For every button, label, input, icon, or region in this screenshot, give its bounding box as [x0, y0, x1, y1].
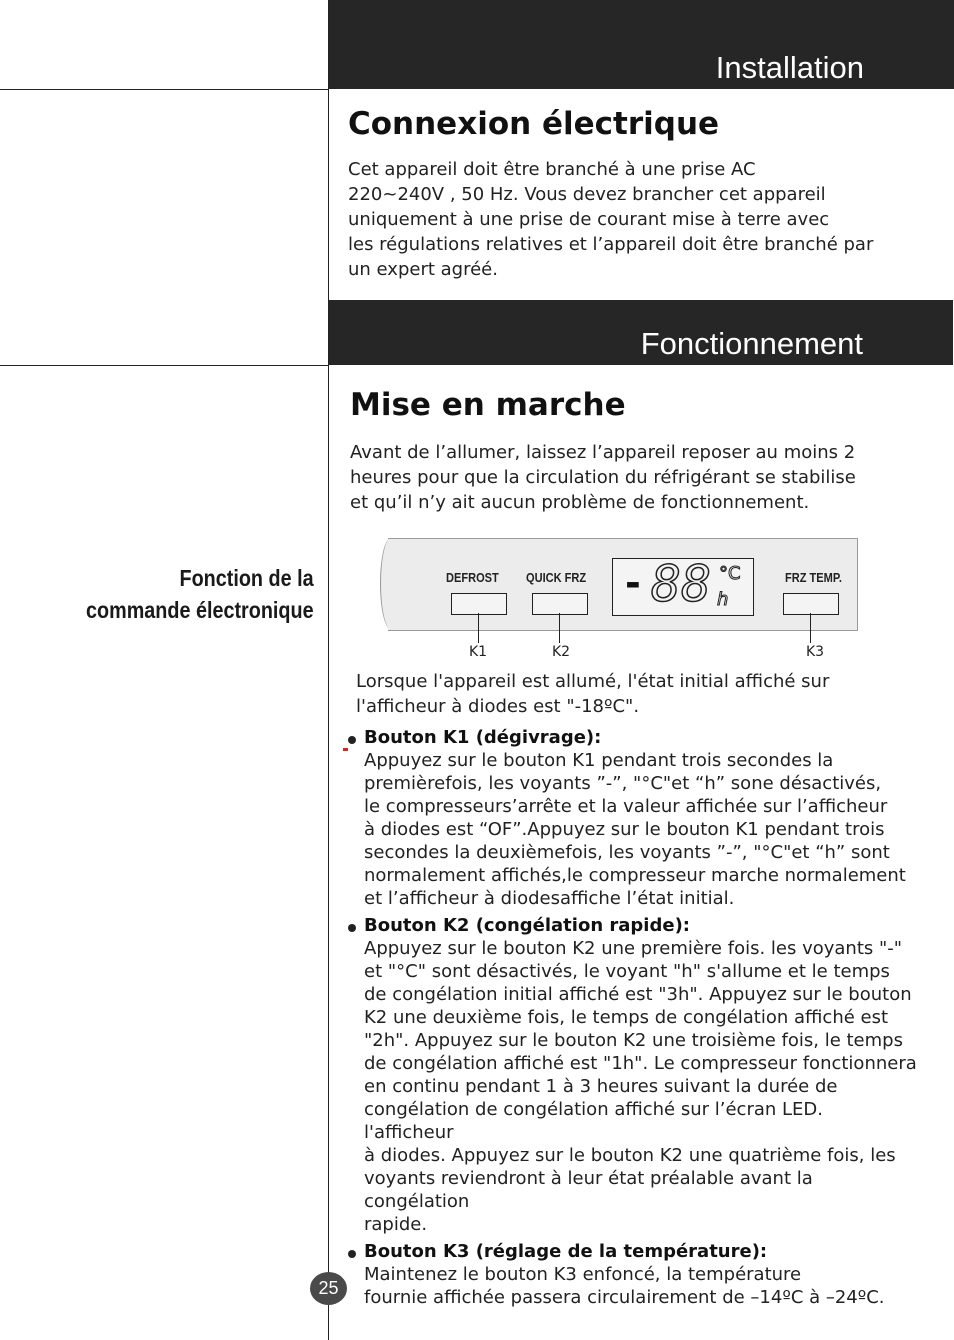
- display-minus: -: [625, 561, 641, 605]
- k2-label: K2: [552, 644, 571, 660]
- display-digits: 88: [651, 555, 712, 613]
- list-item: [348, 1240, 918, 1309]
- defrost-button[interactable]: [451, 593, 507, 615]
- bullet-icon: [348, 736, 356, 744]
- list-item-title: Bouton K2 (congélation rapide):: [364, 915, 690, 936]
- defrost-label: DEFROST: [446, 570, 499, 585]
- frz-temp-label: FRZ TEMP.: [785, 570, 842, 585]
- rule-middle: [0, 365, 328, 366]
- bullet-icon: [348, 1250, 356, 1258]
- rule-top: [0, 89, 328, 90]
- quick-frz-label: QUICK FRZ: [526, 570, 587, 585]
- heading-connexion: Connexion électrique: [348, 106, 720, 142]
- k1-label: K1: [469, 644, 488, 660]
- k3-connector: [810, 613, 811, 643]
- operation-text: Avant de l’allumer, laissez l’appareil reposer au moins 2 heures pour que la circulation du réfrigérant se stabilise et qu’il n’y ait aucun problème de fonctionnement.: [350, 442, 856, 513]
- bullet-icon: [348, 924, 356, 932]
- list-item: [348, 914, 918, 1236]
- band-label: Fonctionnement: [640, 326, 863, 361]
- frz-temp-button[interactable]: [783, 593, 839, 615]
- heading-mise-en-marche: Mise en marche: [350, 387, 626, 423]
- list-item: [348, 726, 918, 910]
- button-instructions: [348, 726, 918, 1309]
- side-label: Fonction de la commande électronique: [86, 565, 314, 623]
- section-band-installation: [329, 0, 954, 89]
- led-display: [612, 555, 754, 616]
- section-band-fonctionnement: [329, 300, 953, 365]
- k1-connector: [478, 613, 479, 643]
- list-item-body: Appuyez sur le bouton K1 pendant trois secondes la premièrefois, les voyants ”-”, "°C"et “h” sone désactivés, le compresseurs’arrête et la valeur affichée sur l’afficheur à diodes est “OF”.Appuyez sur le bouton K1 pendant trois secondes la deuxièmefois, les voyants ”-”, "°C"et “h” sont normalement affichés,le compresseur marche normalement et l’afficheur à diodesaffiche l’état initial.: [364, 750, 906, 909]
- band-label: Installation: [715, 50, 864, 85]
- k2-connector: [559, 613, 560, 643]
- column-divider: [328, 0, 329, 1340]
- display-celsius: °C: [719, 563, 741, 584]
- initial-state-text: Lorsque l'appareil est allumé, l'état initial affiché sur l'afficheur à diodes est "-18ºC".: [356, 671, 830, 717]
- list-item-body: Maintenez le bouton K3 enfoncé, la température fournie affichée passera circulairement de –14ºC à –24ºC.: [364, 1264, 885, 1308]
- display-hours: h: [717, 589, 729, 610]
- quick-frz-button[interactable]: [532, 593, 588, 615]
- list-item-title: Bouton K1 (dégivrage):: [364, 727, 602, 748]
- page-number: 25: [310, 1272, 347, 1305]
- installation-text: Cet appareil doit être branché à une prise AC 220~240V , 50 Hz. Vous devez brancher cet appareil uniquement à une prise de courant mise à terre avec les régulations relatives et l’appareil doit être branché par un expert agréé.: [348, 159, 874, 280]
- list-item-title: Bouton K3 (réglage de la température):: [364, 1241, 768, 1262]
- list-item-body: Appuyez sur le bouton K2 une première fois. les voyants "-" et "°C" sont désactivés, le voyant "h" s'allume et le temps de congélation initial affiché est "3h". Appuyez sur le bouton K2 une deuxième fois, le temps de congélation affiché est "2h". Appuyez sur le bouton K2 une troisième fois, le temps de congélation affiché est "1h". Le compresseur fonctionnera en continu pendant 1 à 3 heures suivant la durée de congélation de congélation affiché sur l’écran LED. l'afficheur à diodes. Appuyez sur le bouton K2 une quatrième fois, les voyants reviendront à leur état préalable avant la congélation rapide.: [364, 938, 917, 1235]
- k3-label: K3: [806, 644, 825, 660]
